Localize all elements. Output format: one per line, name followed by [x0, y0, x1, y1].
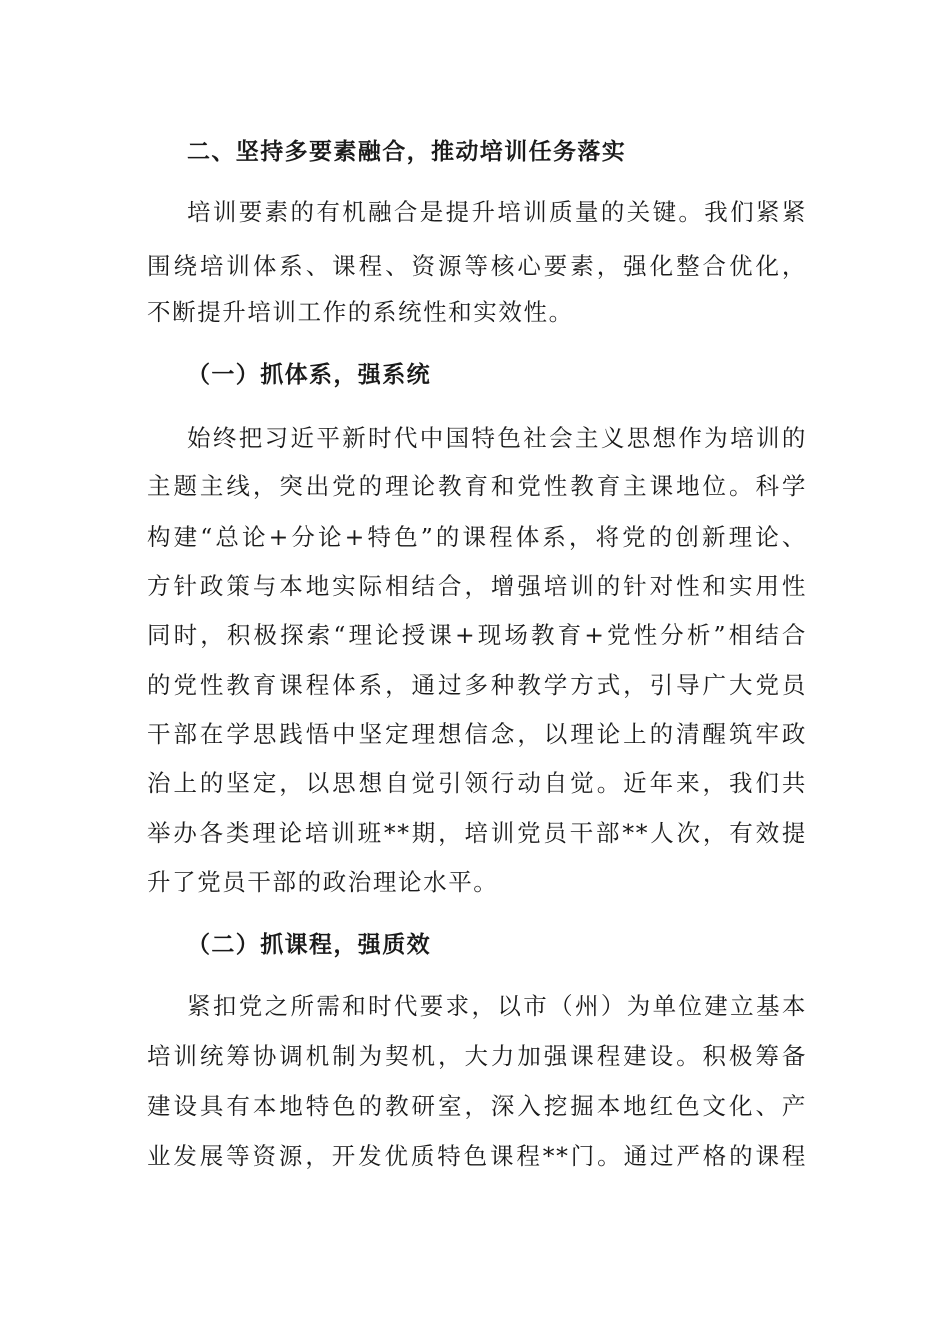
sub2-paragraph-line: 紧扣党之所需和时代要求，以市（州）为单位建立基本	[187, 992, 807, 1020]
intro-paragraph-line: 培训要素的有机融合是提升培训质量的关键。我们紧紧	[187, 198, 807, 226]
subsection-heading-2: （二）抓课程，强质效	[187, 932, 431, 958]
intro-paragraph-line: 不断提升培训工作的系统性和实效性。	[147, 298, 574, 326]
sub1-paragraph-line: 升了党员干部的政治理论水平。	[147, 868, 499, 896]
sub2-paragraph-line: 业发展等资源，开发优质特色课程**门。通过严格的课程	[147, 1142, 807, 1170]
sub1-paragraph-line: 举办各类理论培训班**期，培训党员干部**人次，有效提	[147, 819, 807, 847]
sub1-paragraph-line: 方针政策与本地实际相结合，增强培训的针对性和实用性	[147, 572, 807, 600]
sub1-paragraph-line: 主题主线，突出党的理论教育和党性教育主课地位。科学	[147, 472, 807, 500]
sub1-paragraph-line: 构建“总论+分论+特色”的课程体系，将党的创新理论、	[147, 523, 807, 551]
sub1-paragraph-line: 始终把习近平新时代中国特色社会主义思想作为培训的	[187, 424, 807, 452]
sub1-paragraph-line: 治上的坚定，以思想自觉引领行动自觉。近年来，我们共	[147, 769, 807, 797]
sub1-paragraph-line: 的党性教育课程体系，通过多种教学方式，引导广大党员	[147, 671, 807, 699]
section-heading: 二、坚持多要素融合，推动培训任务落实	[187, 139, 627, 165]
sub1-paragraph-line: 干部在学思践悟中坚定理想信念，以理论上的清醒筑牢政	[147, 720, 807, 748]
subsection-heading-1: （一）抓体系，强系统	[187, 362, 431, 388]
intro-paragraph-line: 围绕培训体系、课程、资源等核心要素，强化整合优化，	[147, 252, 807, 280]
sub2-paragraph-line: 培训统筹协调机制为契机，大力加强课程建设。积极筹备	[147, 1042, 807, 1070]
sub1-paragraph-line: 同时，积极探索“理论授课+现场教育+党性分析”相结合	[147, 621, 807, 649]
sub2-paragraph-line: 建设具有本地特色的教研室，深入挖掘本地红色文化、产	[147, 1092, 807, 1120]
